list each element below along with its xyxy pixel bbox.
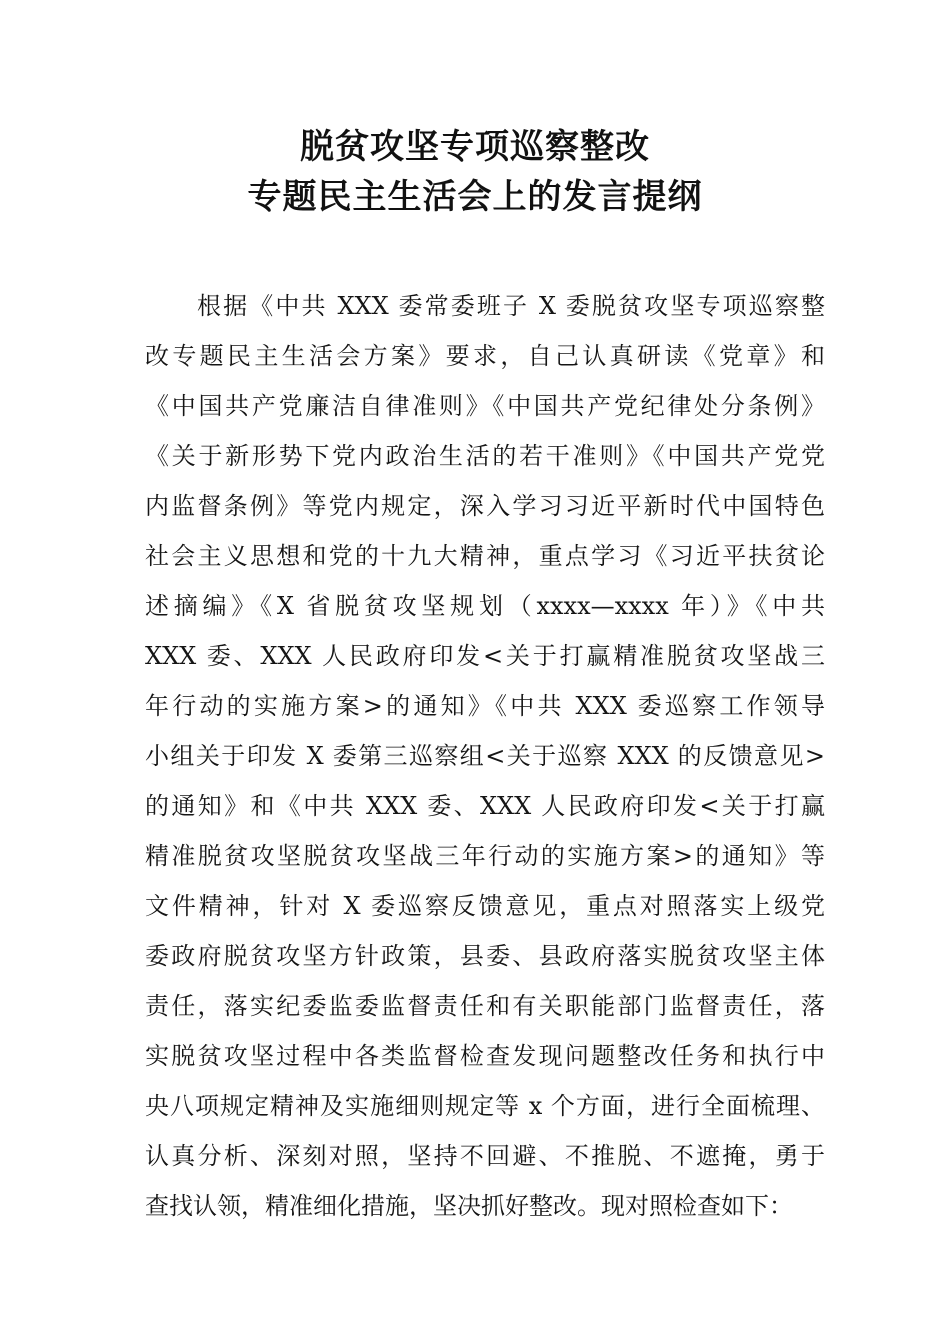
body-line: 改专题民主生活会方案》要求，自己认真研读《党章》和 [145,342,825,370]
body-line: 文件精神，针对 X 委巡察反馈意见，重点对照落实上级党 [145,892,825,920]
body-line: 社会主义思想和党的十九大精神，重点学习《习近平扶贫论 [145,542,825,570]
body-line: 央八项规定精神及实施细则规定等 x 个方面，进行全面梳理、 [145,1092,825,1120]
document-title [0,122,950,222]
title-line-1: 脱贫攻坚专项巡察整改 [300,127,650,167]
body-line: 的通知》和《中共 XXX 委、XXX 人民政府印发<关于打赢 [145,792,825,820]
body-line: 委政府脱贫攻坚方针政策，县委、县政府落实脱贫攻坚主体 [145,942,825,970]
body-line: 《关于新形势下党内政治生活的若干准则》《中国共产党党 [145,442,825,470]
body-line: 根据《中共 XXX 委常委班子 X 委脱贫攻坚专项巡察整 [197,292,825,320]
title-line-2: 专题民主生活会上的发言提纲 [247,177,703,217]
body-line: XXX 委、XXX 人民政府印发<关于打赢精准脱贫攻坚战三 [145,642,825,670]
body-line: 认真分析、深刻对照，坚持不回避、不推脱、不遮掩，勇于 [145,1142,825,1170]
body-line: 实脱贫攻坚过程中各类监督检查发现问题整改任务和执行中 [145,1042,825,1070]
body-line: 《中国共产党廉洁自律准则》《中国共产党纪律处分条例》 [145,392,825,420]
body-line: 小组关于印发 X 委第三巡察组<关于巡察 XXX 的反馈意见> [145,742,825,770]
body-line: 精准脱贫攻坚脱贫攻坚战三年行动的实施方案>的通知》等 [145,842,825,870]
body-line: 查找认领，精准细化措施，坚决抓好整改。现对照检查如下： [145,1192,793,1220]
body-paragraph [145,281,825,1231]
body-line: 年行动的实施方案>的通知》《中共 XXX 委巡察工作领导 [145,692,825,720]
body-line: 内监督条例》等党内规定，深入学习习近平新时代中国特色 [145,492,825,520]
body-line: 述摘编》《X 省脱贫攻坚规划（xxxx—xxxx 年）》《中共 [145,592,825,620]
body-line: 责任，落实纪委监委监督责任和有关职能部门监督责任，落 [145,992,825,1020]
